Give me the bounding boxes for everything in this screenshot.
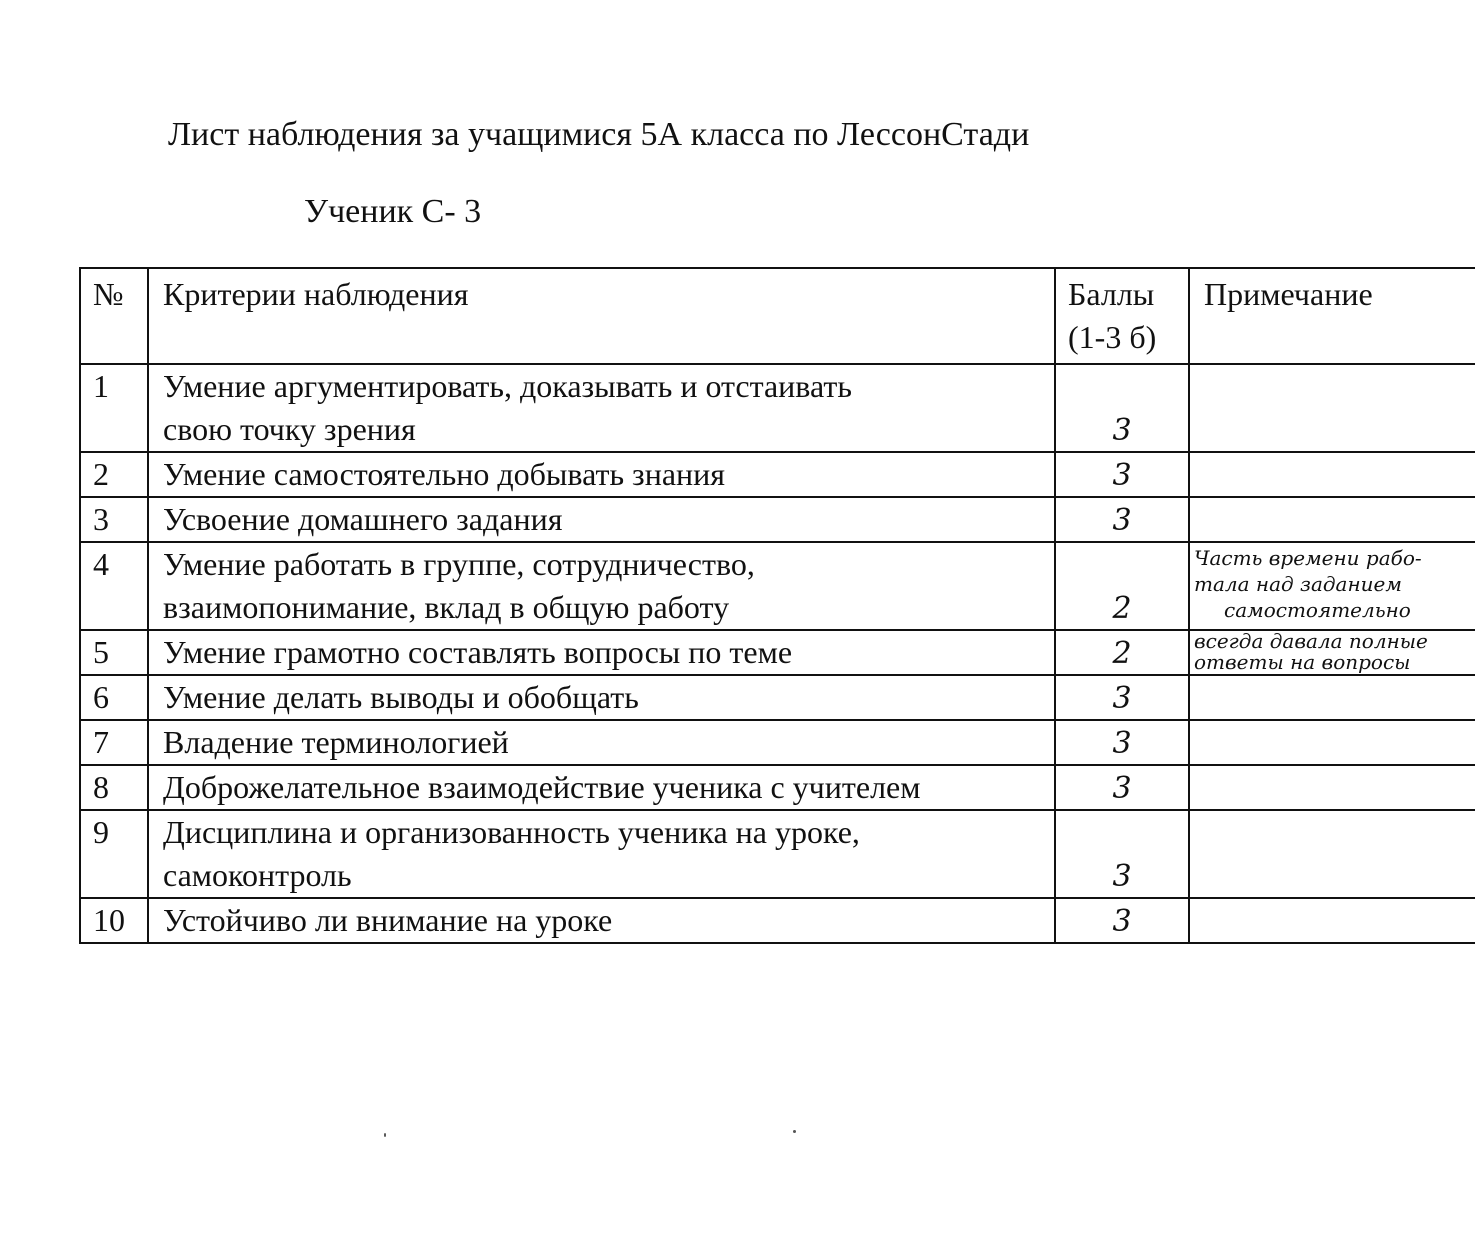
row-score: 3: [1055, 765, 1189, 810]
row-score: 3: [1055, 675, 1189, 720]
row-score: 3: [1055, 898, 1189, 943]
row-number: 6: [80, 675, 148, 720]
row-criteria: Усвоение домашнего задания: [148, 497, 1055, 542]
header-score-line2: (1-3 б): [1068, 319, 1157, 355]
row-criteria: Устойчиво ли внимание на уроке: [148, 898, 1055, 943]
document-title: Лист наблюдения за учащимися 5А класса по ЛессонСтади: [168, 116, 1030, 153]
header-number: №: [80, 268, 148, 364]
row-criteria: Умение самостоятельно добывать знания: [148, 452, 1055, 497]
table-row: [80, 765, 1475, 810]
table-row: [80, 452, 1475, 497]
row-criteria-line: самоконтроль: [163, 857, 352, 893]
row-note: [1189, 898, 1475, 943]
student-label: Ученик С- 3: [304, 193, 482, 230]
row-number: 2: [80, 452, 148, 497]
table-header-row: [80, 268, 1475, 364]
handwritten-note-line: самостоятельно: [1224, 598, 1411, 622]
observation-table: [79, 267, 1475, 944]
row-note: [1189, 497, 1475, 542]
row-criteria: [148, 364, 1055, 452]
table-row: [80, 542, 1475, 630]
handwritten-note-line: тала над заданием: [1194, 572, 1402, 596]
table-row: [80, 497, 1475, 542]
table-row: [80, 720, 1475, 765]
row-note: [1189, 452, 1475, 497]
row-note: [1189, 765, 1475, 810]
header-score-line1: Баллы: [1068, 276, 1155, 312]
row-criteria: [148, 542, 1055, 630]
row-criteria: Умение грамотно составлять вопросы по теме: [148, 630, 1055, 675]
row-number: 3: [80, 497, 148, 542]
row-criteria-line: Умение аргументировать, доказывать и отстаивать: [163, 368, 852, 404]
row-criteria-line: Умение работать в группе, сотрудничество,: [163, 546, 755, 582]
row-criteria: [148, 810, 1055, 898]
row-number: 1: [80, 364, 148, 452]
row-criteria: Умение делать выводы и обобщать: [148, 675, 1055, 720]
row-number: 4: [80, 542, 148, 630]
row-number: 9: [80, 810, 148, 898]
row-score: 3: [1055, 810, 1189, 898]
row-number: 8: [80, 765, 148, 810]
header-criteria: Критерии наблюдения: [148, 268, 1055, 364]
scan-speck: [384, 1133, 386, 1137]
row-score: 3: [1055, 497, 1189, 542]
row-criteria: Доброжелательное взаимодействие ученика с учителем: [148, 765, 1055, 810]
row-score: 3: [1055, 364, 1189, 452]
row-criteria-line: свою точку зрения: [163, 411, 416, 447]
row-note: [1189, 675, 1475, 720]
row-criteria-line: Дисциплина и организованность ученика на уроке,: [163, 814, 860, 850]
row-score: 2: [1055, 630, 1189, 675]
row-note: [1189, 364, 1475, 452]
table-row: [80, 810, 1475, 898]
handwritten-note-line: всегда давала полные: [1194, 630, 1428, 653]
row-note-handwritten: [1189, 630, 1475, 675]
handwritten-note-line: Часть времени рабо-: [1194, 546, 1422, 570]
row-criteria-line: взаимопонимание, вклад в общую работу: [163, 589, 730, 625]
row-note: [1189, 810, 1475, 898]
row-score: 3: [1055, 452, 1189, 497]
row-score: 3: [1055, 720, 1189, 765]
scan-speck: [793, 1130, 796, 1133]
header-score: [1055, 268, 1189, 364]
row-score: 2: [1055, 542, 1189, 630]
row-number: 5: [80, 630, 148, 675]
table-row: [80, 630, 1475, 675]
handwritten-note-line: ответы на вопросы: [1194, 650, 1411, 674]
row-note-handwritten: [1189, 542, 1475, 630]
table-row: [80, 898, 1475, 943]
row-number: 7: [80, 720, 148, 765]
row-note: [1189, 720, 1475, 765]
header-note: Примечание: [1189, 268, 1475, 364]
row-number: 10: [80, 898, 148, 943]
table-row: [80, 675, 1475, 720]
row-criteria: Владение терминологией: [148, 720, 1055, 765]
table-row: [80, 364, 1475, 452]
